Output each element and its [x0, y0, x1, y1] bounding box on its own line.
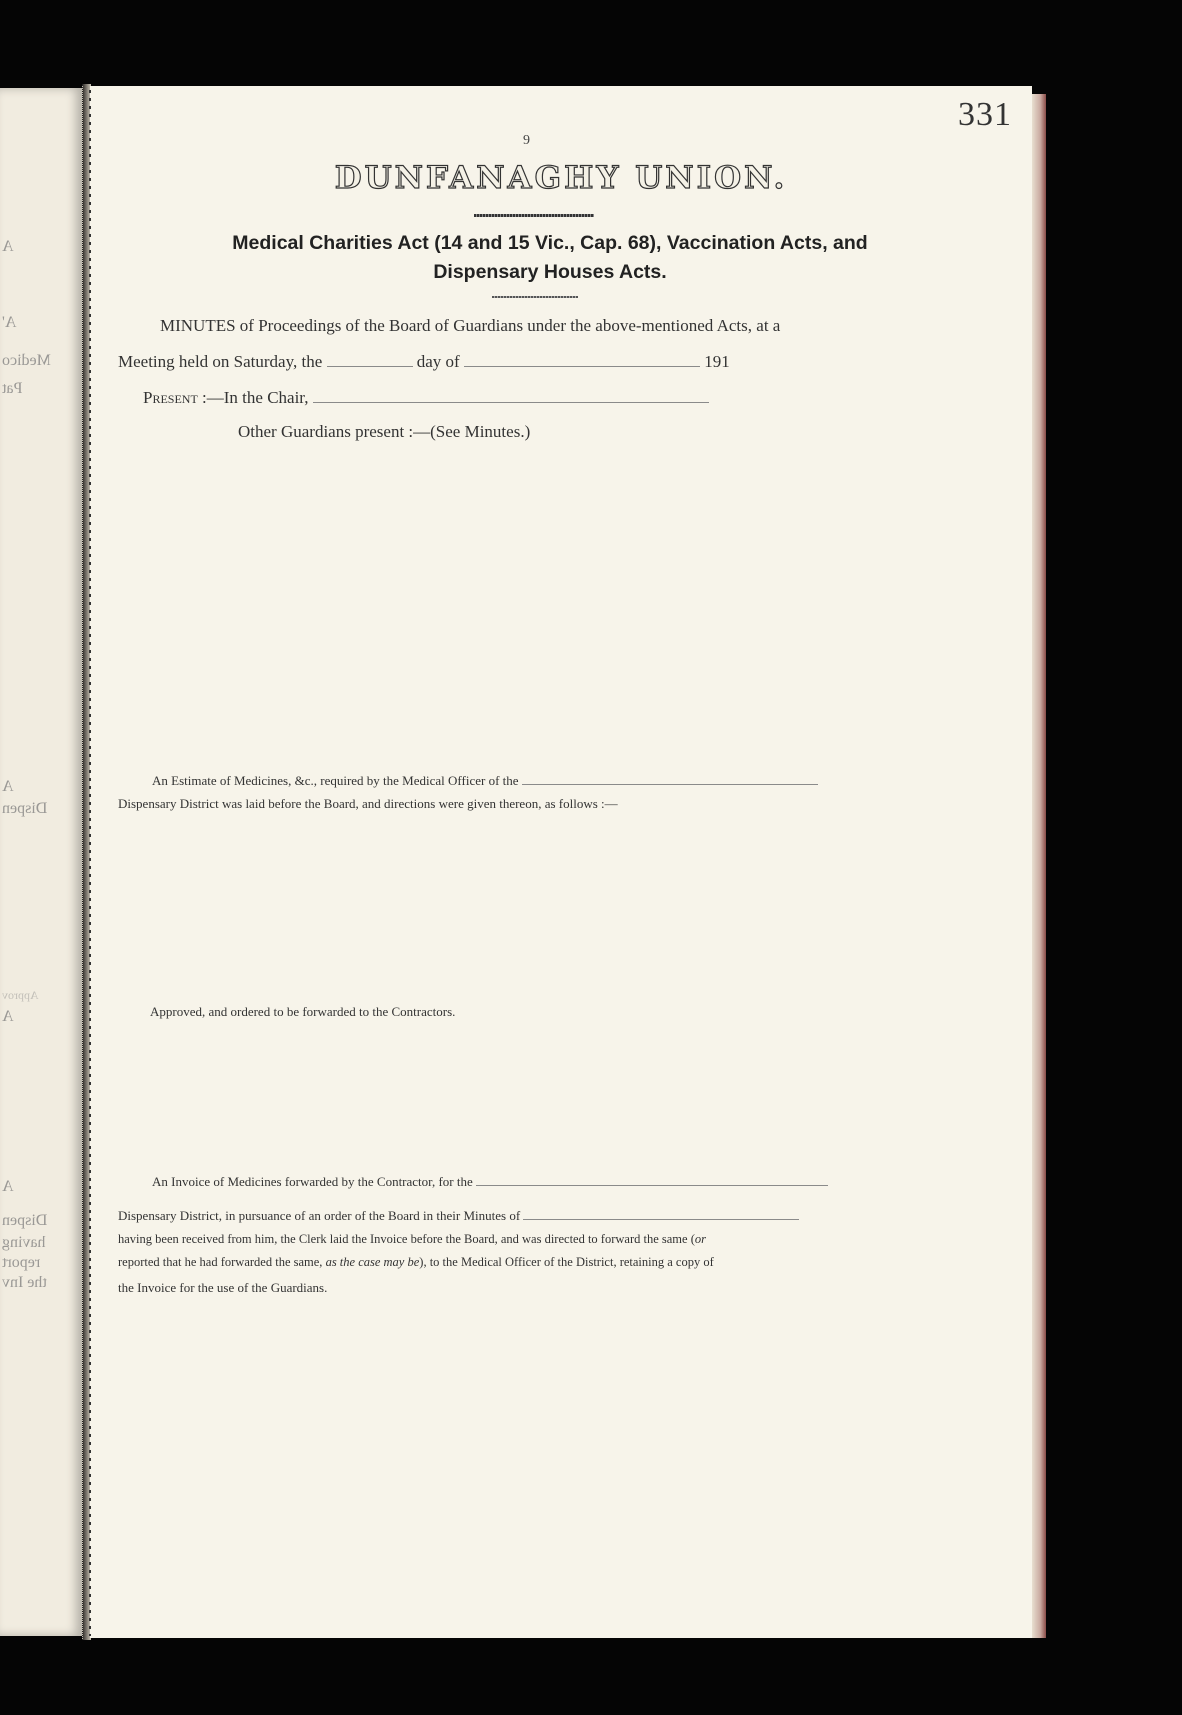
day-of-label: day of	[416, 352, 460, 371]
invoice-line-3a: having been received from him, the Clerk laid the Invoice before the Board, and was directed to forward the same (	[118, 1232, 695, 1246]
present-text: —In the Chair,	[206, 388, 309, 407]
bleed-text: Dispen	[2, 800, 48, 817]
invoice-line-1	[152, 1174, 828, 1190]
estimate-text: An Estimate of Medicines, &c., required by the Medical Officer of the	[152, 773, 519, 788]
bleed-text: A	[2, 778, 14, 795]
estimate-district-field[interactable]	[522, 783, 818, 785]
binding-stitch	[89, 90, 91, 1636]
bleed-text: Medico	[2, 352, 51, 369]
approved-line: Approved, and ordered to be forwarded to the Contractors.	[150, 1004, 456, 1019]
invoice-line-3	[118, 1232, 706, 1247]
invoice-line-2	[118, 1208, 799, 1224]
bleed-text: report	[2, 1254, 41, 1271]
invoice-text: An Invoice of Medicines forwarded by the Contractor, for the	[152, 1174, 473, 1189]
present-label: Present :	[143, 388, 207, 407]
page-number: 9	[523, 133, 530, 148]
invoice-line-4c: ), to the Medical Officer of the District, retaining a copy of	[419, 1255, 714, 1269]
invoice-line-4	[118, 1255, 714, 1270]
title-divider	[474, 214, 594, 217]
bleed-text: A	[2, 1008, 14, 1025]
meeting-date-field[interactable]	[327, 365, 413, 367]
present-line	[143, 388, 709, 408]
bleed-text: Approv	[2, 988, 39, 1002]
minutes-date-field[interactable]	[523, 1218, 799, 1220]
invoice-order-text: Dispensary District, in pursuance of an order of the Board in their Minutes of	[118, 1208, 521, 1223]
bleed-text: A	[2, 238, 14, 255]
bleed-text: A'	[2, 314, 17, 331]
subtitle-line-1: Medical Charities Act (14 and 15 Vic., Cap. 68), Vaccination Acts, and	[232, 232, 868, 254]
bleed-text: Pat	[2, 380, 23, 397]
year-label: 191	[704, 352, 730, 371]
page-edge	[1032, 94, 1046, 1638]
bleed-text: A	[2, 1178, 14, 1195]
subtitle-line-2: Dispensary Houses Acts.	[433, 261, 667, 283]
chair-field[interactable]	[313, 401, 709, 403]
minutes-heading: MINUTES of Proceedings of the Board of Guardians under the above-mentioned Acts, at a	[160, 316, 781, 335]
estimate-line-1	[152, 773, 818, 789]
invoice-line-4b: as the case may be	[325, 1255, 420, 1269]
subtitle-divider	[492, 296, 578, 298]
bleed-text: having	[2, 1234, 46, 1251]
meeting-line	[118, 352, 730, 372]
left-facing-page	[0, 88, 82, 1636]
month-field[interactable]	[464, 365, 700, 367]
invoice-line-4a: reported that he had forwarded the same,	[118, 1255, 326, 1269]
meeting-held-label: Meeting held on Saturday, the	[118, 352, 323, 371]
folio-stamp: 331	[958, 96, 1012, 133]
invoice-line-3b: or	[694, 1232, 706, 1246]
invoice-line-5: the Invoice for the use of the Guardians.	[118, 1280, 328, 1295]
bleed-text: Dispen	[2, 1212, 48, 1229]
estimate-line-2: Dispensary District was laid before the Board, and directions were given thereon, as follows :—	[118, 796, 618, 811]
page-subtitle	[150, 229, 950, 287]
bleed-text: the Inv	[2, 1274, 47, 1291]
invoice-district-field[interactable]	[476, 1184, 828, 1186]
other-guardians-line: Other Guardians present :—(See Minutes.)	[238, 422, 531, 441]
page-title: DUNFANAGHY UNION.	[334, 160, 788, 196]
